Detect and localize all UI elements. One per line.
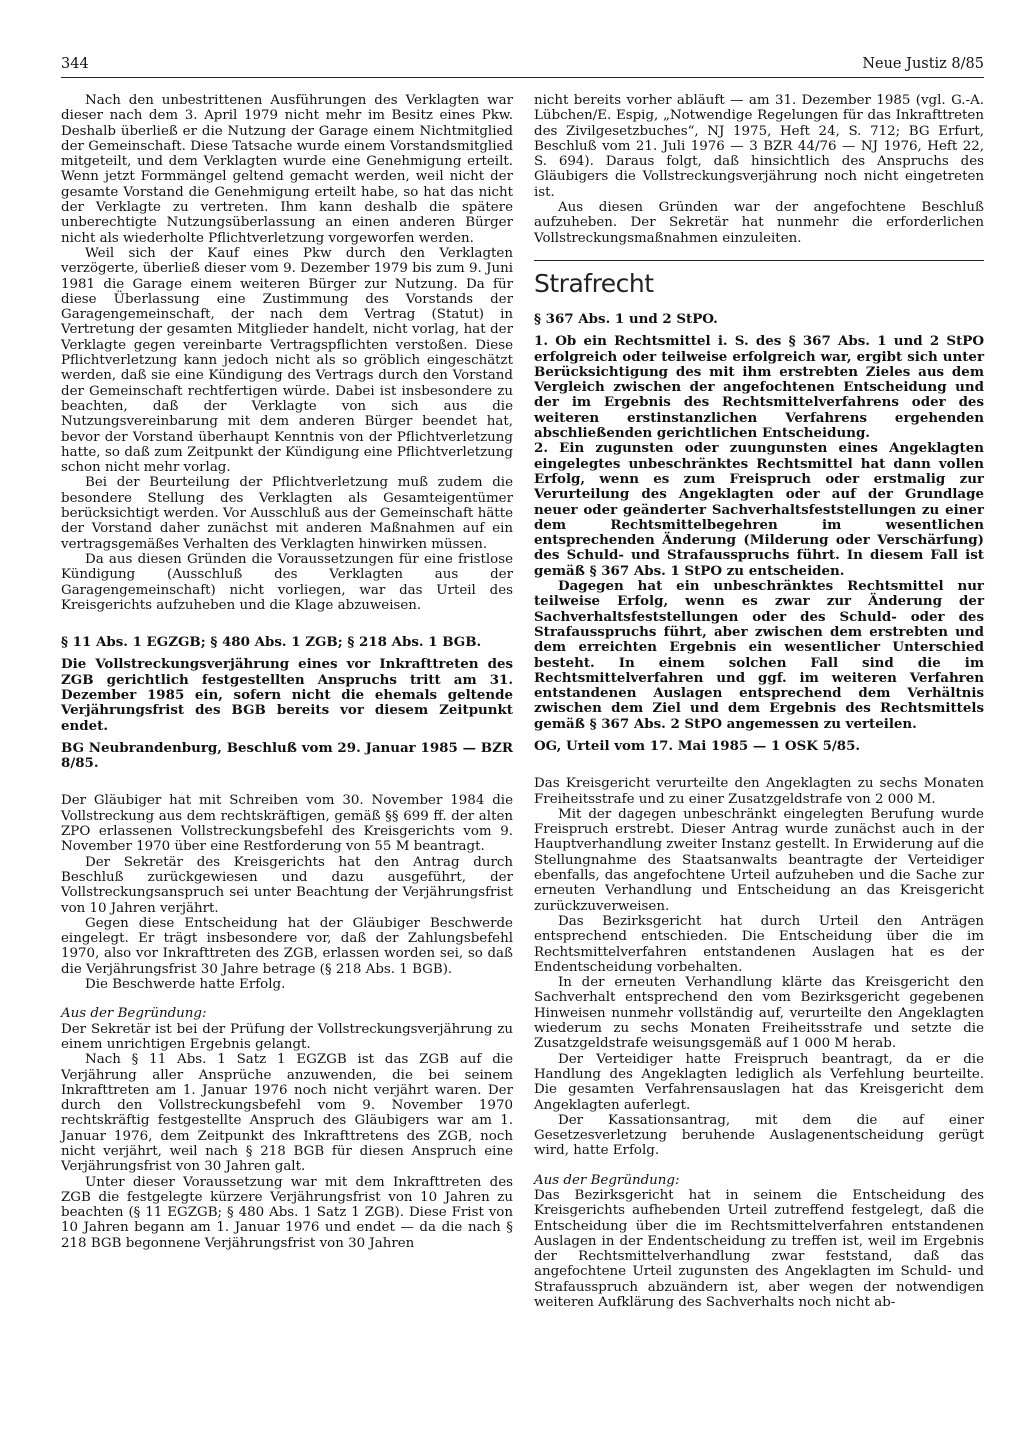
case-norms: § 367 Abs. 1 und 2 StPO. [534, 310, 718, 327]
section-title: Strafrecht [534, 268, 654, 298]
paragraph: Mit der dagegen unbeschränkt eingelegten Berufung wurde Freispruch erstrebt. Dieser Antrag wurde zunächst auch in der Hauptverhandlung zweiter Instanz gestellt. In Erwiderung auf die Stellungnahme des Staatsanwalts beantragte der Verteidiger ebenfalls, das angefochtene Urteil aufzuheben und die Sache zur erneuten Verhandlung und Entscheidung an das Kreisgericht zurückzuverweisen. [534, 806, 984, 914]
paragraph: Nach § 11 Abs. 1 Satz 1 EGZGB ist das ZGB auf die Verjährung aller Ansprüche anzuwenden, die bei seinem Inkrafttreten am 1. Januar 1976 noch nicht verjährt waren. Der durch den Vollstreckungsbefehl vom 9. November 1970 rechtskräftig festgestellte Anspruch des Gläubigers war am 1. Januar 1976, dem Zeitpunkt des Inkrafttretens des ZGB, noch nicht verjährt, weil nach § 218 BGB für diesen Anspruch eine Verjährungsfrist von 30 Jahren galt. [61, 1052, 513, 1175]
paragraph: Das Bezirksgericht hat in seinem die Entscheidung des Kreisgerichts aufhebenden Urteil zutreffend festgelegt, daß die Entscheidung über die im Rechtsmittelverfahren entstandenen Auslagen in der Endentscheidung zu treffen ist, weil im Ergebnis der Rechtsmittelverhandlung zwar feststand, daß das angefochtene Urteil zugunsten des Angeklagten im Schuld- und Strafausspruch abzuändern ist, aber wegen der notwendigen weiteren Aufklärung des Sachverhalts noch nicht ab- [534, 1188, 984, 1311]
paragraph: Der Sekretär des Kreisgerichts hat den Antrag durch Beschluß zurückgewiesen und dazu ausgeführt, der Vollstreckungsanspruch sei unter Beachtung der Verjährungsfrist von 10 Jahren verjährt. [61, 854, 513, 916]
case-headnote: Die Vollstreckungsverjährung eines vor Inkrafttreten des ZGB gerichtlich festgestellten Anspruchs tritt am 31. Dezember 1985 ein, sofern nicht die ehemals geltende Verjährungsfrist des BGB bereits vor diesem Zeitpunkt endet. [61, 656, 513, 734]
case-headnote: Dagegen hat ein unbeschränktes Rechtsmittel nur teilweise Erfolg, wenn es zwar zur Änderung der Sachverhaltsfeststellungen oder des Schuld- oder des Strafausspruchs führt, aber zwischen dem erstrebten und dem erreichten Ergebnis ein wesentlicher Unterschied besteht. In einem solchen Fall sind die im Rechtsmittelverfahren und ggf. im weiteren Verfahren entstandenen Auslagen entsprechend dem Verhältnis zwischen dem Ziel und dem Ergebnis des Rechtsmittels gemäß § 367 Abs. 2 StPO angemessen zu verteilen. [534, 578, 984, 732]
reasons-heading: Aus der Begründung: [61, 1006, 207, 1022]
paragraph: Der Sekretär ist bei der Prüfung der Vollstreckungsverjährung zu einem unrichtigen Ergebnis gelangt. [61, 1021, 513, 1052]
left-column [61, 93, 513, 1251]
paragraph: Nach den unbestrittenen Ausführungen des Verklagten war dieser nach dem 3. April 1979 nicht mehr im Besitz eines Pkw. Deshalb überließ er die Nutzung der Garage einem Nichtmitglied der Gemeinschaft. Diese Tatsache wurde einem Vorstandsmitglied mitgeteilt, und dem Verklagten wurde eine Genehmigung erteilt. Wenn jetzt Formmängel geltend gemacht werden, weil nicht der gesamte Vorstand die Genehmigung erteilt habe, so hat das nicht der Verklagte zu vertreten. Ihm kann deshalb die spätere unberechtigte Nutzungsüberlassung an einen anderen Bürger nicht als wiederholte Pflichtverletzung vorgeworfen werden. [61, 93, 513, 246]
case-norms: § 11 Abs. 1 EGZGB; § 480 Abs. 1 ZGB; § 218 Abs. 1 BGB. [61, 634, 482, 651]
paragraph: Die Beschwerde hatte Erfolg. [85, 977, 286, 993]
paragraph: Das Bezirksgericht hat durch Urteil den Anträgen entsprechend entschieden. Die Entscheidung über die im Rechtsmittelverfahren entstandenen Auslagen hat es der Endentscheidung vorbehalten. [534, 913, 984, 975]
case-headnote: 2. Ein zugunsten oder zuungunsten eines Angeklagten eingelegtes unbeschränktes Rechtsmittel hat dann vollen Erfolg, wenn es zum Freispruch oder erstmalig zur Verurteilung des Angeklagten oder auf der Grundlage neuer oder geänderter Sachverhaltsfeststellungen zu einer dem Rechtsmittelbegehren im wesentlichen entsprechenden Änderung (Milderung oder Verschärfung) des Schuld- und Strafausspruchs führt. In diesem Fall ist gemäß § 367 Abs. 1 StPO zu entscheiden. [534, 440, 984, 579]
right-column [534, 93, 984, 1310]
header-rule [61, 77, 984, 78]
case-citation: BG Neubrandenburg, Beschluß vom 29. Januar 1985 — BZR 8/85. [61, 739, 513, 772]
paragraph: Unter dieser Voraussetzung war mit dem Inkrafttreten des ZGB die festgelegte kürzere Verjährungsfrist von 10 Jahren zu beachten (§ 11 EGZGB; § 480 Abs. 1 Satz 1 ZGB). Diese Frist von 10 Jahren begann am 1. Januar 1976 und endet — da die nach § 218 BGB begonnene Verjährungsfrist von 30 Jahren [61, 1174, 513, 1251]
paragraph: nicht bereits vorher abläuft — am 31. Dezember 1985 (vgl. G.-A. Lübchen/E. Espig, „Notwendige Regelungen für das Inkrafttreten des Zivilgesetzbuches“, NJ 1975, Heft 24, S. 712; BG Erfurt, Beschluß vom 21. Juli 1976 — 3 BZR 44/76 — NJ 1976, Heft 22, S. 694). Daraus folgt, daß hinsichtlich des Anspruchs des Gläubigers die Vollstreckungsverjährung noch nicht eingetreten ist. [534, 93, 984, 200]
paragraph: Der Kassationsantrag, mit dem die auf einer Gesetzesverletzung beruhende Auslagenentscheidung gerügt wird, hatte Erfolg. [534, 1112, 984, 1159]
page-number: 344 [61, 56, 89, 72]
journal-issue: Neue Justiz 8/85 [862, 56, 984, 72]
running-header [61, 56, 984, 76]
reasons-heading: Aus der Begründung: [534, 1172, 680, 1188]
case-citation: OG, Urteil vom 17. Mai 1985 — 1 OSK 5/85. [534, 737, 861, 754]
paragraph: In der erneuten Verhandlung klärte das Kreisgericht den Sachverhalt entsprechend den vom Bezirksgericht gegebenen Hinweisen nunmehr vollständig auf, verurteilte den Angeklagten wiederum zu sechs Monaten Freiheitsstrafe und setzte die Zusatzgeldstrafe weisungsgemäß auf 1 000 M herab. [534, 975, 984, 1052]
case-headnote: 1. Ob ein Rechtsmittel i. S. des § 367 Abs. 1 und 2 StPO erfolgreich oder teilweise erfolgreich war, ergibt sich unter Berücksichtigung des mit ihm erstrebten Zieles aus dem Vergleich zwischen der angefochtenen Entscheidung und der im Ergebnis des Rechtsmittelverfahrens oder des weiteren erstinstanzlichen Verfahrens ergehenden abschließenden gerichtlichen Entscheidung. [534, 333, 984, 442]
section-header [534, 260, 984, 298]
paragraph: Gegen diese Entscheidung hat der Gläubiger Beschwerde eingelegt. Er trägt insbesondere vor, daß der Zahlungsbefehl 1970, also vor Inkrafttreten des ZGB, erlassen worden sei, so daß die Verjährungsfrist 30 Jahre betrage (§ 218 Abs. 1 BGB). [61, 915, 513, 977]
paragraph: Der Verteidiger hatte Freispruch beantragt, da er die Handlung des Angeklagten lediglich als Verfehlung beurteilte. Die gesamten Verfahrensauslagen hat das Kreisgericht dem Angeklagten auferlegt. [534, 1051, 984, 1113]
paragraph: Da aus diesen Gründen die Voraussetzungen für eine fristlose Kündigung (Ausschluß des Verklagten aus der Garagengemeinschaft) nicht vorliegen, war das Urteil des Kreisgerichts aufzuheben und die Klage abzuweisen. [61, 551, 513, 613]
paragraph: Das Kreisgericht verurteilte den Angeklagten zu sechs Monaten Freiheitsstrafe und zu einer Zusatzgeldstrafe von 2 000 M. [534, 776, 984, 807]
paragraph: Bei der Beurteilung der Pflichtverletzung muß zudem die besondere Stellung des Verklagten als Gesamteigentümer berücksichtigt werden. Vor Ausschluß aus der Gemeinschaft hätte der Vorstand daher zunächst mit anderen Maßnahmen auf ein vertragsgemäßes Verhalten des Verklagten hinwirken müssen. [61, 475, 513, 552]
paragraph: Aus diesen Gründen war der angefochtene Beschluß aufzuheben. Der Sekretär hat nunmehr die erforderlichen Vollstreckungsmaßnahmen einzuleiten. [534, 200, 984, 246]
paragraph: Weil sich der Kauf eines Pkw durch den Verklagten verzögerte, überließ dieser vom 9. Dezember 1979 bis zum 9. Juni 1981 die Garage einem weiteren Bürger zur Nutzung. Da für diese Überlassung eine Zustimmung des Vorstands der Garagengemeinschaft, der nach dem Vertrag (Statut) in Vertretung der gesamten Mitglieder handelt, nicht vorlag, hat der Verklagte gegen vereinbarte Vertragspflichten verstoßen. Diese Pflichtverletzung kann jedoch nicht als so gröblich eingeschätzt werden, daß sie eine Kündigung des Vertrags durch den Vorstand der Gemeinschaft rechtfertigen würde. Dabei ist insbesondere zu beachten, daß der Verklagte von sich aus die Nutzungsvereinbarung mit dem anderen Bürger beendet hat, bevor der Vorstand überhaupt Kenntnis von der Pflichtverletzung hatte, so daß zum Zeitpunkt der Kündigung eine Pflichtverletzung schon nicht mehr vorlag. [61, 245, 513, 476]
paragraph: Der Gläubiger hat mit Schreiben vom 30. November 1984 die Vollstreckung aus dem rechtskräftigen, gemäß §§ 699 ff. der alten ZPO erlassenen Vollstreckungsbefehl des Kreisgerichts vom 9. November 1970 über eine Restforderung von 55 M beantragt. [61, 793, 513, 855]
